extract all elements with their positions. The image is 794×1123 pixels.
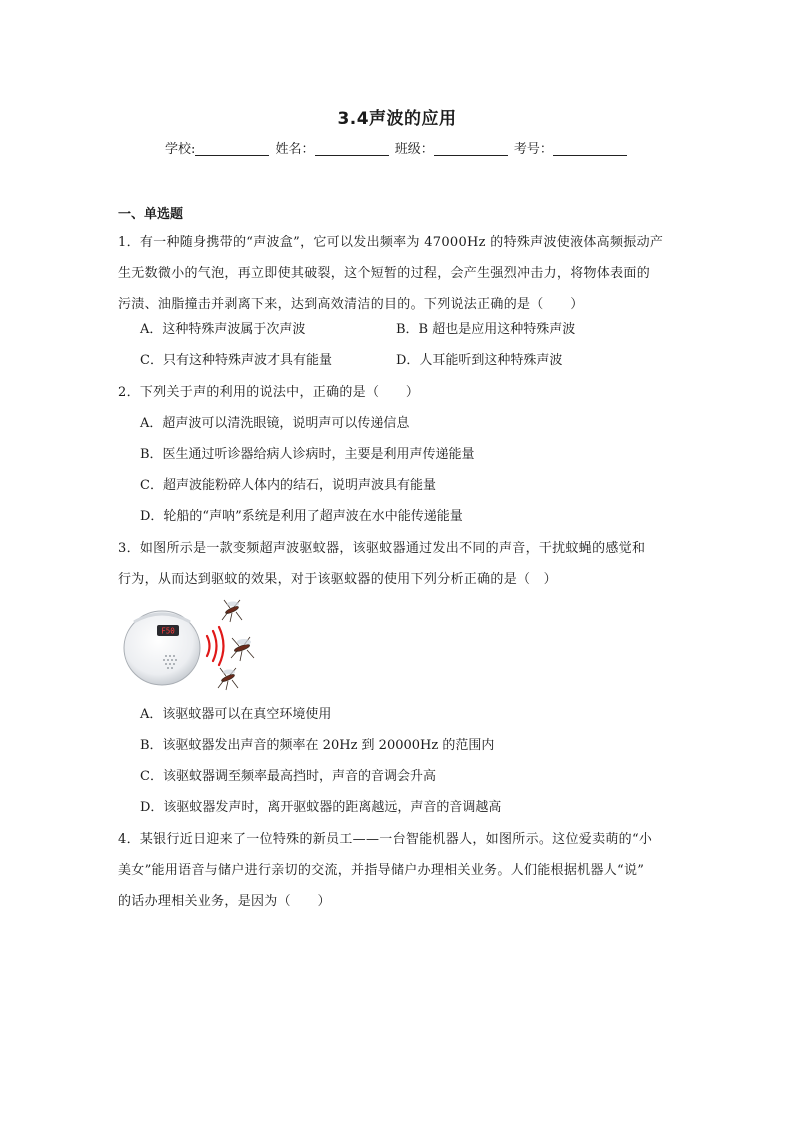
question-3-option-b: B．该驱蚊器发出声音的频率在 20Hz 到 20000Hz 的范围内 — [140, 738, 495, 753]
name-label: 姓名： — [275, 142, 315, 157]
question-1-line-2: 生无数微小的气泡，再立即使其破裂，这个短暂的过程，会产生强烈冲击力，将物体表面的 — [118, 266, 651, 281]
name-blank — [315, 141, 389, 156]
question-2-option-c: C．超声波能粉碎人体内的结石，说明声波具有能量 — [140, 478, 436, 493]
question-1-option-c: C．只有这种特殊声波才具有能量 — [140, 353, 332, 368]
question-2-option-d: D．轮船的“声呐”系统是利用了超声波在水中能传递能量 — [140, 509, 463, 524]
question-4 — [118, 824, 684, 917]
question-1-option-d: D．人耳能听到这种特殊声波 — [396, 353, 563, 368]
mosquito-icon — [218, 668, 238, 690]
repeller-device — [124, 611, 200, 685]
question-4-line-2: 美女”能用语音与储户进行亲切的交流，并指导储户办理相关业务。人们能根据机器人“说” — [118, 863, 645, 878]
question-3-line-1: 3．如图所示是一款变频超声波驱蚊器，该驱蚊器通过发出不同的声音，干扰蚊蝇的感觉和 — [118, 541, 646, 556]
question-1-option-b: B．B 超也是应用这种特殊声波 — [396, 322, 576, 337]
question-2-option-b: B．医生通过听诊器给病人诊病时，主要是利用声传递能量 — [140, 447, 475, 462]
question-2-option-a: A．超声波可以清洗眼镜，说明声可以传递信息 — [140, 416, 410, 431]
question-1-option-a: A．这种特殊声波属于次声波 — [140, 322, 306, 337]
mosquito-repeller-figure — [120, 598, 270, 693]
number-label: 考号： — [513, 142, 553, 157]
question-3-option-d: D．该驱蚊器发声时，离开驱蚊器的距离越远，声音的音调越高 — [140, 800, 502, 815]
sound-wave-icon — [207, 627, 224, 665]
device-display-text: F50 — [161, 626, 175, 636]
mosquito-icon — [222, 600, 242, 622]
question-1-line-3: 污渍、油脂撞击并剥离下来，达到高效清洁的目的。下列说法正确的是（ ） — [118, 297, 584, 312]
question-3-option-c: C．该驱蚊器调至频率最高挡时，声音的音调会升高 — [140, 769, 436, 784]
class-blank — [434, 141, 508, 156]
question-4-line-3: 的话办理相关业务，是因为（ ） — [118, 894, 331, 909]
page-title: 3.4声波的应用 — [337, 109, 457, 129]
question-2 — [118, 377, 684, 408]
number-blank — [553, 141, 627, 156]
question-3-option-a: A．该驱蚊器可以在真空环境使用 — [140, 707, 332, 722]
mosquito-icon — [231, 637, 254, 661]
question-3 — [118, 533, 684, 595]
question-1-line-1: 1．有一种随身携带的“声波盒”，它可以发出频率为 47000Hz 的特殊声波使液体高频振动产 — [118, 235, 664, 250]
question-2-line-1: 2．下列关于声的利用的说法中，正确的是（ ） — [118, 385, 420, 400]
question-3-line-2: 行为，从而达到驱蚊的效果，对于该驱蚊器的使用下列分析正确的是（ ） — [118, 572, 557, 587]
student-info-line — [165, 138, 635, 157]
school-blank — [195, 141, 269, 156]
mosquito-repeller-illustration — [120, 598, 270, 693]
class-label: 班级： — [394, 142, 434, 157]
school-label: 学校: — [165, 142, 196, 157]
question-4-line-1: 4．某银行近日迎来了一位特殊的新员工——一台智能机器人，如图所示。这位爱卖萌的“小 — [118, 832, 653, 847]
section-heading: 一、单选题 — [118, 207, 184, 222]
question-1 — [118, 227, 684, 320]
